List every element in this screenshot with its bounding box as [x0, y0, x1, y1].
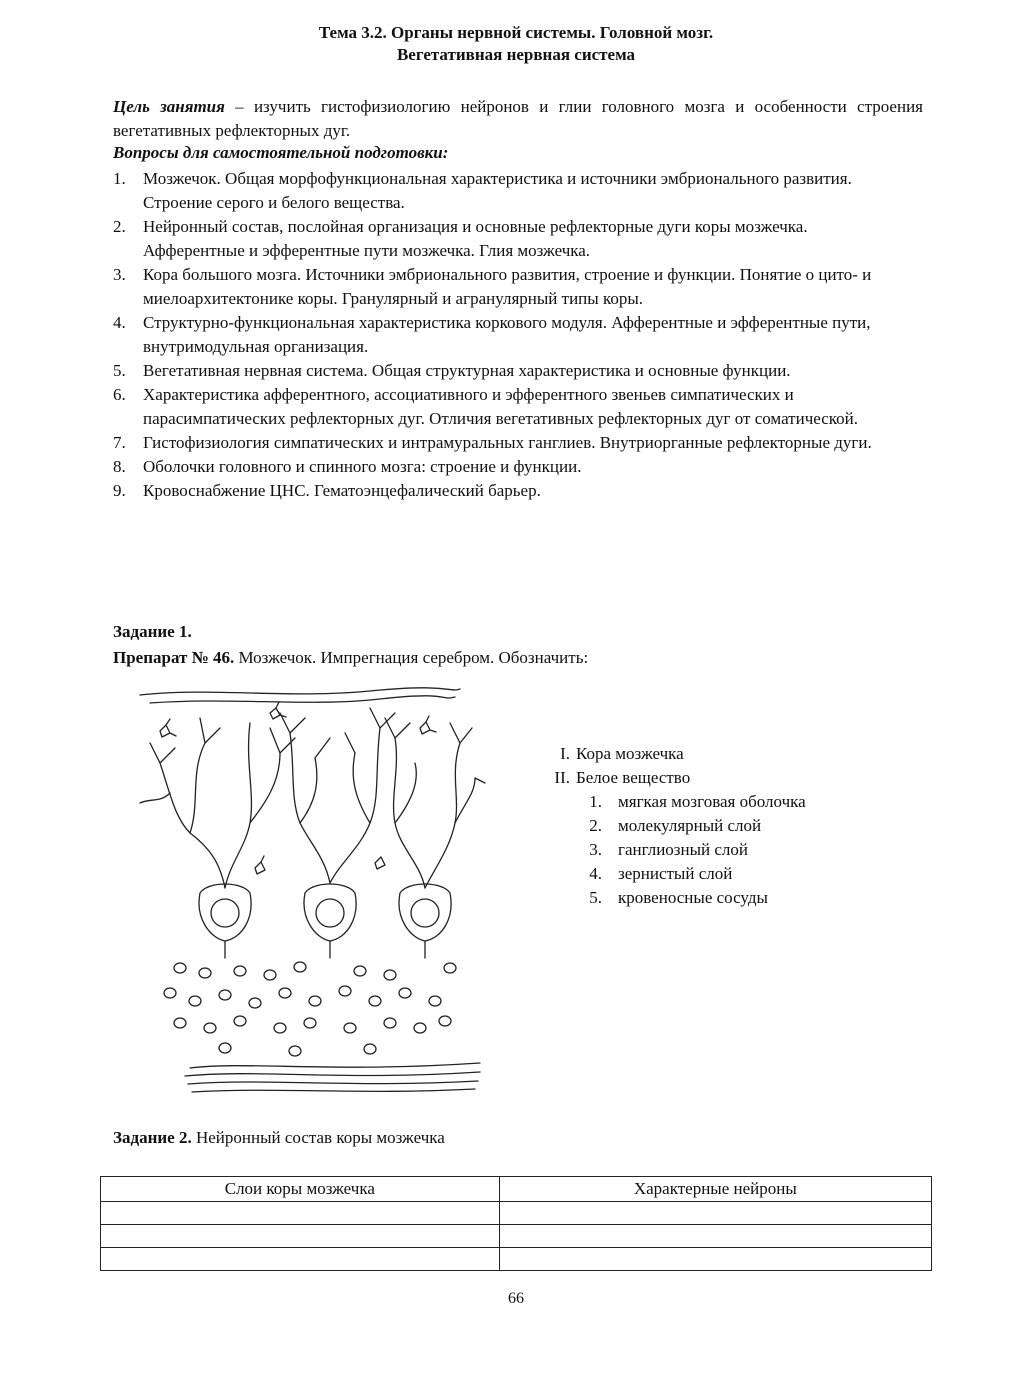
preparation-text: Мозжечок. Импрегнация серебром. Обозначить:: [234, 648, 589, 667]
question-text: Гистофизиология симпатических и интрамуральных ганглиев. Внутриорганные рефлекторные дуги.: [143, 433, 872, 452]
question-number: 2.: [113, 217, 126, 236]
question-text: Нейронный состав, послойная организация и основные рефлекторные дуги коры мозжечка. Афферентные и эфферентные пути мозжечка. Глия мозжечка.: [143, 217, 808, 260]
table-header-layers: Слои коры мозжечка: [101, 1177, 500, 1202]
question-item: [113, 479, 913, 503]
pia-mater-line: [140, 688, 460, 695]
title-line-2: Вегетативная нервная система: [396, 45, 636, 64]
question-number: 3.: [113, 265, 126, 284]
question-text: Кора большого мозга. Источники эмбрионального развития, строение и функции. Понятие о цито- и миелоархитектонике коры. Гранулярный и агранулярный типы коры.: [143, 265, 872, 308]
question-number: 8.: [113, 457, 126, 476]
preparation-line: [113, 648, 588, 668]
purkinje-dendrites: [140, 708, 485, 888]
table-row: [101, 1225, 932, 1248]
question-item: [113, 359, 913, 383]
legend-number: 2.: [589, 816, 602, 835]
legend-text: кровеносные сосуды: [618, 888, 768, 907]
task-1-heading: Задание 1.: [113, 622, 192, 641]
question-number: 5.: [113, 361, 126, 380]
question-text: Структурно-функциональная характеристика коркового модуля. Афферентные и эфферентные пути, внутримодульная организация.: [143, 313, 871, 356]
preparation-label: Препарат № 46.: [113, 648, 235, 667]
question-number: 7.: [113, 433, 126, 452]
question-item: [113, 455, 913, 479]
question-text: Мозжечок. Общая морфофункциональная характеристика и источники эмбрионального развития. Строение серого и белого вещества.: [143, 169, 852, 212]
question-text: Кровоснабжение ЦНС. Гематоэнцефалический барьер.: [143, 481, 541, 500]
question-text: Вегетативная нервная система. Общая структурная характеристика и основные функции.: [143, 361, 791, 380]
legend-text: мягкая мозговая оболочка: [618, 792, 806, 811]
page-number: 66: [508, 1290, 524, 1307]
task-2-text: Нейронный состав коры мозжечка: [191, 1128, 445, 1147]
question-item: [113, 167, 913, 215]
table-row: [101, 1202, 932, 1225]
neuron-table: [100, 1176, 932, 1271]
question-item: [113, 431, 913, 455]
table-header-row: [101, 1177, 932, 1202]
legend-text: ганглиозный слой: [618, 840, 749, 859]
pia-mater-line: [150, 696, 455, 703]
task-2-label: Задание 2.: [113, 1128, 192, 1147]
legend-number: I.: [560, 744, 570, 763]
table-cell[interactable]: [101, 1202, 500, 1225]
legend-text: зернистый слой: [618, 864, 733, 883]
question-number: 6.: [113, 385, 126, 404]
legend-number: II.: [554, 768, 570, 787]
table-row: [101, 1248, 932, 1271]
question-text: Оболочки головного и спинного мозга: строение и функции.: [143, 457, 582, 476]
question-item: [113, 263, 913, 311]
legend-text: молекулярный слой: [618, 816, 762, 835]
legend-text: Кора мозжечка: [576, 744, 684, 763]
question-text: Характеристика афферентного, ассоциативного и эфферентного звеньев симпатических и парасимпатических рефлекторных дуг. Отличия вегетативных рефлекторных дуг от соматической.: [143, 385, 859, 428]
table-cell[interactable]: [499, 1248, 931, 1271]
table-cell[interactable]: [101, 1248, 500, 1271]
legend-number: 1.: [589, 792, 602, 811]
question-item: [113, 383, 913, 431]
legend-number: 3.: [589, 840, 602, 859]
goal-text: – изучить гистофизиологию нейронов и глии головного мозга и особенности строения вегетативных рефлекторных дуг.: [113, 97, 923, 140]
purkinje-cells: [199, 884, 451, 958]
legend-text: Белое вещество: [576, 768, 691, 787]
goal-label: Цель занятия: [113, 97, 225, 116]
questions-list: [113, 167, 913, 503]
questions-heading: Вопросы для самостоятельной подготовки:: [113, 143, 449, 162]
legend-number: 5.: [589, 888, 602, 907]
legend-number: 4.: [589, 864, 602, 883]
table-header-neurons: Характерные нейроны: [499, 1177, 931, 1202]
lesson-goal: [113, 95, 923, 143]
table-cell[interactable]: [101, 1225, 500, 1248]
question-number: 1.: [113, 169, 126, 188]
question-number: 9.: [113, 481, 126, 500]
table-cell[interactable]: [499, 1202, 931, 1225]
page-title: [0, 22, 1032, 66]
title-line-1: Тема 3.2. Органы нервной системы. Головной мозг.: [318, 23, 714, 42]
question-item: [113, 311, 913, 359]
question-item: [113, 215, 913, 263]
question-number: 4.: [113, 313, 126, 332]
table-cell[interactable]: [499, 1225, 931, 1248]
granule-cells: [164, 962, 456, 1056]
task-2-heading: [113, 1128, 445, 1148]
white-matter-fibers: [185, 1063, 480, 1092]
cerebellum-drawing: [130, 683, 490, 1103]
